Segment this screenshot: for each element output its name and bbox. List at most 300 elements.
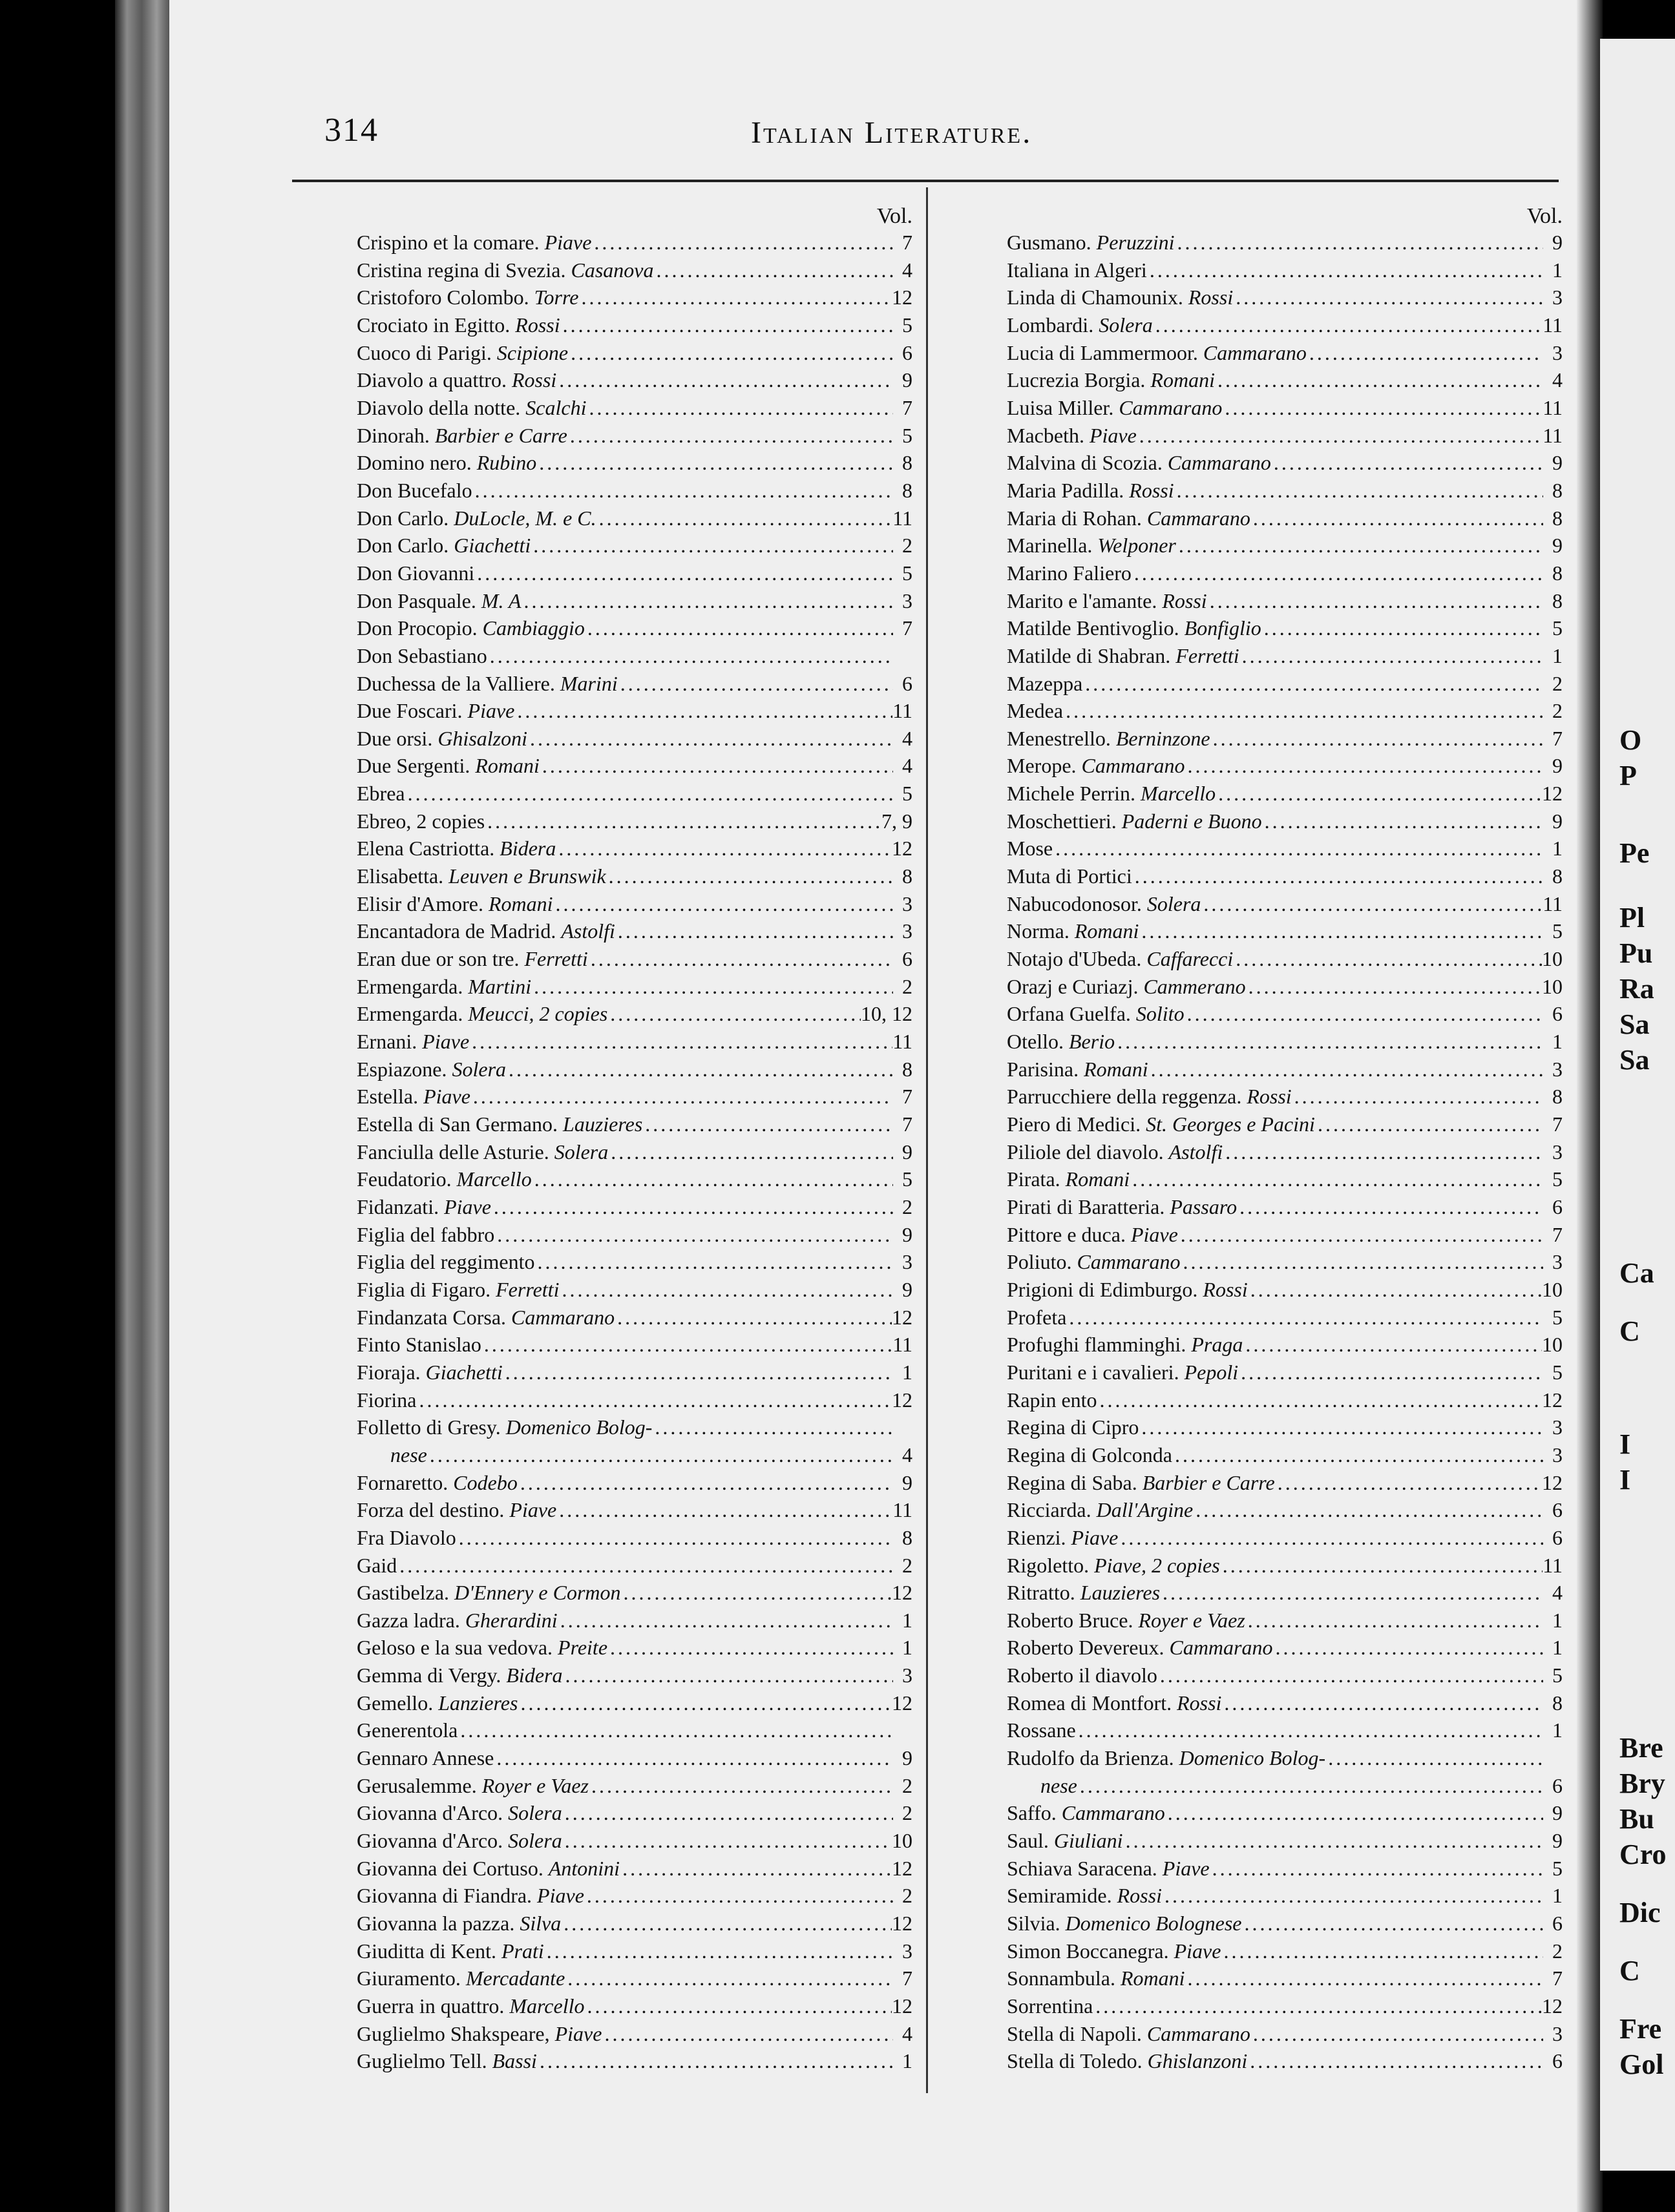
entry-volume: 11 (892, 699, 912, 723)
entry-author: Solera (1146, 892, 1201, 915)
entry-author: Ghislanzoni (1147, 2049, 1248, 2073)
dot-leader (1174, 477, 1543, 505)
entry-title: Due Sergenti. (357, 754, 470, 778)
entry-author: nese (390, 1443, 427, 1466)
entry-title: Regina di Cipro (1007, 1415, 1139, 1439)
entry-title: Silvia. (1007, 1912, 1060, 1936)
entry-title: Parisina. (1007, 1057, 1079, 1081)
entry-text (357, 587, 521, 615)
list-item (357, 1910, 912, 1937)
entry-author: Preite (558, 1636, 608, 1660)
entry-author: Romani (488, 892, 553, 915)
entry-title: Italiana in Algeri (1007, 258, 1147, 282)
list-item (357, 505, 912, 532)
entry-author: Solito (1135, 1002, 1185, 1026)
entry-title: Otello. (1007, 1030, 1064, 1054)
entry-title: Geloso e la sua vedova. (357, 1636, 553, 1660)
entry-volume: 1 (1552, 1636, 1563, 1660)
entry-text (357, 1138, 608, 1166)
list-item (1007, 339, 1563, 367)
entry-text (357, 725, 527, 753)
next-page-fragment: Cro (1619, 1839, 1667, 1870)
dot-leader (1215, 366, 1543, 394)
entry-author: Prati (501, 1939, 544, 1963)
list-item (357, 587, 912, 615)
entry-volume: 2 (1552, 671, 1563, 695)
list-item (1007, 1359, 1563, 1386)
list-item (1007, 559, 1563, 587)
dot-leader (653, 256, 893, 284)
entry-volume: 2 (902, 1553, 912, 1577)
entry-volume: 7 (902, 1085, 912, 1109)
entry-text (1007, 2047, 1247, 2075)
entry-text (1007, 973, 1246, 1001)
list-item (1007, 752, 1563, 780)
entry-title: Don Bucefalo (357, 478, 472, 502)
entry-text (357, 1193, 491, 1221)
entry-volume: 11 (892, 1333, 912, 1357)
entry-title: Guglielmo Shakspeare, (357, 2021, 550, 2045)
list-item (1007, 1937, 1563, 1965)
entry-volume: 7 (1552, 1112, 1563, 1136)
dot-leader (608, 1138, 893, 1166)
entry-volume: 5 (1552, 1305, 1563, 1329)
dot-leader (1216, 780, 1542, 808)
entry-author: Piave (444, 1195, 491, 1218)
entry-title: Crispino et la comare. (357, 231, 540, 254)
entry-author: Passaro (1170, 1195, 1238, 1218)
entry-title: Lucrezia Borgia. (1007, 368, 1146, 392)
entry-text (1007, 366, 1215, 394)
entry-text (1007, 1744, 1325, 1772)
list-item (1007, 1056, 1563, 1083)
list-item (357, 1772, 912, 1800)
dot-leader (1139, 917, 1543, 945)
entry-author: Astolfi (1168, 1140, 1223, 1163)
list-item (1007, 890, 1563, 918)
dot-leader (621, 1579, 892, 1607)
list-item (1007, 1882, 1563, 1910)
entry-author: Giachetti (425, 1360, 503, 1384)
dot-leader (606, 862, 893, 890)
entry-text (1007, 1056, 1148, 1083)
entry-title: Figlia del reggimento (357, 1250, 535, 1274)
entry-text (357, 311, 560, 339)
list-item (1007, 1083, 1563, 1111)
entry-title: Stella di Toledo. (1007, 2049, 1143, 2073)
entry-volume: 9 (902, 1746, 912, 1770)
entry-author: Marini (560, 671, 618, 695)
entry-title: Domino nero. (357, 451, 472, 475)
entry-author: Piave (544, 231, 592, 254)
entry-title: Folletto di Gresy. (357, 1415, 501, 1439)
entry-volume: 8 (1552, 561, 1563, 585)
entry-volume: 11 (1543, 892, 1563, 915)
list-item (357, 725, 912, 753)
list-item (1007, 311, 1563, 339)
entry-text (357, 1855, 620, 1883)
entry-text (1007, 229, 1175, 256)
entry-volume: 5 (902, 1167, 912, 1191)
entry-title: Giovanna la pazza. (357, 1912, 515, 1936)
list-item (357, 1414, 912, 1441)
entry-text (1007, 449, 1271, 477)
list-item (357, 1138, 912, 1166)
dot-leader (1175, 229, 1543, 256)
dot-leader (1097, 1386, 1542, 1414)
entry-title: Notajo d'Ubeda. (1007, 947, 1142, 971)
entry-text (1007, 1992, 1093, 2020)
entry-author: Cammarano (1061, 1801, 1165, 1825)
list-item (357, 394, 912, 422)
entry-title: Don Carlo. (357, 506, 449, 530)
entry-title: Maria Padilla. (1007, 478, 1124, 502)
dot-leader (1222, 394, 1543, 422)
entry-author: Piave (423, 1085, 470, 1109)
list-item (1007, 1744, 1563, 1772)
entry-author: Cammerano (1143, 974, 1246, 998)
entry-author: Casanova (571, 258, 654, 282)
entry-text (1007, 1662, 1157, 1689)
entry-title: Ricciarda. (1007, 1498, 1091, 1522)
entry-list (357, 229, 912, 2075)
entry-author: nese (1040, 1773, 1077, 1797)
entry-author: Ferretti (496, 1277, 560, 1301)
entry-volume: 1 (902, 1360, 912, 1384)
dot-leader (1245, 1607, 1543, 1634)
entry-text (357, 1772, 589, 1800)
page-number: 314 (324, 112, 379, 149)
entry-title: Orfana Guelfa. (1007, 1002, 1131, 1026)
entry-text (1007, 1689, 1221, 1717)
entry-volume: 3 (902, 1939, 912, 1963)
entry-volume: 3 (1552, 286, 1563, 309)
dot-leader (562, 1799, 893, 1827)
list-item (357, 1799, 912, 1827)
entry-author: M. A (481, 589, 521, 612)
entry-text (357, 835, 556, 862)
entry-title: Matilde di Shabran. (1007, 643, 1171, 667)
list-item (1007, 587, 1563, 615)
entry-text (1007, 1634, 1272, 1662)
entry-title: Menestrello. (1007, 726, 1111, 750)
entry-text (357, 1083, 470, 1111)
dot-leader (540, 752, 893, 780)
entry-author: St. Georges e Pacini (1146, 1112, 1315, 1136)
entry-text (357, 1165, 532, 1193)
entry-volume: 7 (1552, 1222, 1563, 1246)
dot-leader (1246, 973, 1542, 1001)
entry-title: Due orsi. (357, 726, 433, 750)
entry-author: Pepoli (1184, 1360, 1239, 1384)
entry-title: Fioraja. (357, 1360, 421, 1384)
entry-volume: 6 (902, 947, 912, 971)
dot-leader (491, 1193, 893, 1221)
list-item (357, 2020, 912, 2048)
entry-text (1007, 670, 1082, 698)
entry-author: Lauzieres (1080, 1581, 1161, 1605)
dot-leader (1172, 1441, 1543, 1469)
entry-author: Royer e Vaez (1138, 1608, 1245, 1632)
dot-leader (1148, 1056, 1543, 1083)
entry-volume: 9 (902, 1222, 912, 1246)
dot-leader (1130, 1165, 1543, 1193)
entry-volume: 2 (902, 974, 912, 998)
entry-text (357, 449, 536, 477)
entry-title: Cuoco di Parigi. (357, 340, 492, 364)
entry-title: Linda di Chamounix. (1007, 286, 1183, 309)
entry-text (1007, 1799, 1165, 1827)
entry-author: Marcello (509, 1994, 585, 2018)
list-item (357, 862, 912, 890)
entry-author: Piave (1089, 423, 1137, 447)
entry-title: Sonnambula. (1007, 1967, 1115, 1990)
list-item (357, 1552, 912, 1580)
list-item (357, 339, 912, 367)
entry-text (1007, 505, 1250, 532)
entry-author: Rubino (476, 451, 537, 475)
entry-author: Berninzone (1115, 726, 1210, 750)
entry-author: Cammarano (1167, 451, 1271, 475)
dot-leader (1271, 449, 1543, 477)
entry-text (1007, 752, 1185, 780)
next-page-fragment: Bre (1619, 1732, 1663, 1764)
vol-column-header: Vol. (1526, 204, 1563, 228)
entry-text (1007, 1083, 1292, 1111)
entry-text (1007, 1138, 1223, 1166)
dot-leader (506, 1056, 893, 1083)
entry-text (1007, 1910, 1241, 1937)
entry-author: Rossi (1117, 1884, 1162, 1908)
entry-volume: 10 (1542, 1277, 1563, 1301)
entry-author: Martini (468, 974, 532, 998)
entry-volume: 1 (1552, 1608, 1563, 1632)
dot-leader (1243, 1331, 1542, 1359)
entry-volume: 12 (892, 286, 912, 309)
entry-text (357, 1469, 518, 1497)
entry-author: D'Ennery e Cormon (454, 1581, 621, 1605)
entry-text (1007, 1716, 1076, 1744)
entry-title: Rigoletto. (1007, 1553, 1090, 1577)
entry-volume: 4 (1552, 368, 1563, 392)
entry-author: Lauzieres (563, 1112, 643, 1136)
dot-leader (553, 890, 894, 918)
entry-text (1007, 808, 1262, 835)
dot-leader (416, 1386, 892, 1414)
dot-leader (1185, 752, 1543, 780)
entry-author: Ferretti (1175, 643, 1239, 667)
list-item (1007, 422, 1563, 450)
list-item (357, 1607, 912, 1634)
dot-leader (458, 1716, 893, 1744)
list-item (1007, 1965, 1563, 1992)
entry-title: Piero di Medici. (1007, 1112, 1141, 1136)
entry-list (1007, 229, 1563, 2075)
entry-text (357, 890, 553, 918)
entry-title: Prigioni di Edimburgo. (1007, 1277, 1198, 1301)
list-item (357, 1689, 912, 1717)
entry-title: Malvina di Scozia. (1007, 451, 1163, 475)
dot-leader (615, 917, 893, 945)
entry-author: Romani (1074, 919, 1139, 943)
entry-volume: 4 (902, 754, 912, 778)
dot-leader (474, 559, 893, 587)
entry-text (357, 1552, 397, 1580)
entry-volume: 4 (902, 726, 912, 750)
entry-author: Rossi (1247, 1085, 1292, 1109)
running-head: Italian Literature. (751, 116, 1033, 150)
entry-text (357, 339, 568, 367)
entry-text (357, 642, 487, 670)
next-page-fragment: Ra (1619, 973, 1654, 1005)
entry-title: Simon Boccanegra. (1007, 1939, 1169, 1963)
entry-volume: 12 (1542, 1994, 1563, 2018)
entry-volume: 8 (902, 478, 912, 502)
entry-author: Piave (1174, 1939, 1221, 1963)
entry-title: Roberto il diavolo (1007, 1664, 1157, 1687)
entry-title: Cristina regina di Svezia. (357, 258, 566, 282)
dot-leader (1201, 890, 1543, 918)
entry-author: Romani (1065, 1167, 1130, 1191)
entry-author: Peruzzini (1096, 231, 1175, 254)
entry-text (357, 1331, 481, 1359)
entry-text (357, 1359, 503, 1386)
entry-title: Don Carlo. (357, 534, 449, 558)
page-edge-shadow (1577, 0, 1603, 2212)
dot-leader (536, 449, 893, 477)
entry-title: Figlia di Figaro. (357, 1277, 491, 1301)
entry-author: Rossi (511, 368, 557, 392)
list-item (357, 422, 912, 450)
dot-leader (503, 1359, 893, 1386)
entry-volume: 12 (892, 837, 912, 861)
entry-text (357, 1910, 561, 1937)
entry-title: Elisir d'Amore. (357, 892, 483, 915)
list-item (1007, 1799, 1563, 1827)
list-item (357, 1276, 912, 1304)
list-item (1007, 1716, 1563, 1744)
dot-leader (487, 642, 893, 670)
dot-leader (1193, 1496, 1543, 1524)
list-item (357, 973, 912, 1001)
entry-volume: 1 (902, 2049, 912, 2073)
dot-leader (1077, 1772, 1543, 1800)
entry-volume: 7 (1552, 726, 1563, 750)
dot-leader (1082, 670, 1543, 698)
list-item (1007, 1552, 1563, 1580)
dot-leader (562, 1827, 892, 1855)
list-item (357, 1331, 912, 1359)
entry-text (1007, 477, 1174, 505)
entry-title: Ebreo, 2 copies (357, 809, 485, 833)
list-item (1007, 780, 1563, 808)
dot-leader (584, 1992, 892, 2020)
entry-text (357, 1634, 607, 1662)
dot-leader (556, 835, 892, 862)
entry-text (1007, 890, 1201, 918)
dot-leader (568, 339, 893, 367)
entry-text (357, 1607, 558, 1634)
list-item (1007, 1276, 1563, 1304)
entry-text (357, 1414, 652, 1441)
list-item (1007, 1910, 1563, 1937)
entry-text (1007, 1193, 1237, 1221)
entry-title: Mose (1007, 837, 1053, 861)
entry-text (357, 1028, 469, 1056)
entry-text (1007, 339, 1307, 367)
header-rule (292, 180, 1559, 182)
next-page-fragment: Bu (1619, 1803, 1654, 1835)
entry-author: Giachetti (454, 534, 531, 558)
entry-author: Praga (1191, 1333, 1243, 1357)
dot-leader (1223, 1138, 1543, 1166)
entry-title: Forza del destino. (357, 1498, 505, 1522)
list-item (357, 1441, 912, 1469)
entry-title: Schiava Saracena. (1007, 1856, 1157, 1880)
entry-text (1007, 1359, 1238, 1386)
entry-author: Astolfi (561, 919, 615, 943)
entry-author: Cammarano (1119, 395, 1223, 419)
dot-leader (1176, 532, 1543, 559)
entry-text (357, 945, 588, 973)
next-page-fragment: I (1619, 1428, 1631, 1460)
entry-volume: 3 (1552, 1140, 1563, 1163)
entry-volume: 4 (902, 258, 912, 282)
list-item (357, 1496, 912, 1524)
entry-author: Piave (554, 2021, 602, 2045)
entry-volume: 6 (1552, 1912, 1563, 1936)
dot-leader (397, 1552, 893, 1580)
entry-volume: 5 (902, 561, 912, 585)
entry-title: Giuramento. (357, 1967, 461, 1990)
entry-text (1007, 945, 1233, 973)
entry-title: Lucia di Lammermoor. (1007, 340, 1198, 364)
list-item (357, 1028, 912, 1056)
entry-title: Duchessa de la Valliere. (357, 671, 555, 695)
entry-text (357, 752, 540, 780)
entry-author: Leuven e Brunswik (448, 864, 606, 888)
dot-leader (494, 1744, 893, 1772)
entry-title: Generentola (357, 1718, 458, 1742)
list-item (1007, 725, 1563, 753)
next-page-fragment: C (1619, 1315, 1640, 1347)
entry-author: Cammarano (1169, 1636, 1273, 1660)
entry-text (357, 1827, 562, 1855)
entry-author: Solera (452, 1057, 507, 1081)
entry-text (1007, 725, 1210, 753)
entry-title: Estella. (357, 1085, 419, 1109)
dot-leader (1165, 1799, 1543, 1827)
list-item (1007, 1000, 1563, 1028)
entry-text (357, 1744, 494, 1772)
dot-leader (485, 808, 881, 835)
entry-text (357, 256, 653, 284)
list-item (357, 808, 912, 835)
next-page-fragment: Ca (1619, 1257, 1654, 1289)
dot-leader (561, 1910, 892, 1937)
entry-author: Solera (554, 1140, 609, 1163)
list-item (1007, 808, 1563, 835)
dot-leader (527, 725, 893, 753)
dot-leader (1076, 1716, 1543, 1744)
list-item (1007, 973, 1563, 1001)
list-item (1007, 532, 1563, 559)
entry-author: Piave (1162, 1856, 1210, 1880)
list-item (1007, 1634, 1563, 1662)
entry-text (1007, 1469, 1275, 1497)
list-item (357, 1965, 912, 1992)
entry-title: Ebrea (357, 782, 405, 806)
